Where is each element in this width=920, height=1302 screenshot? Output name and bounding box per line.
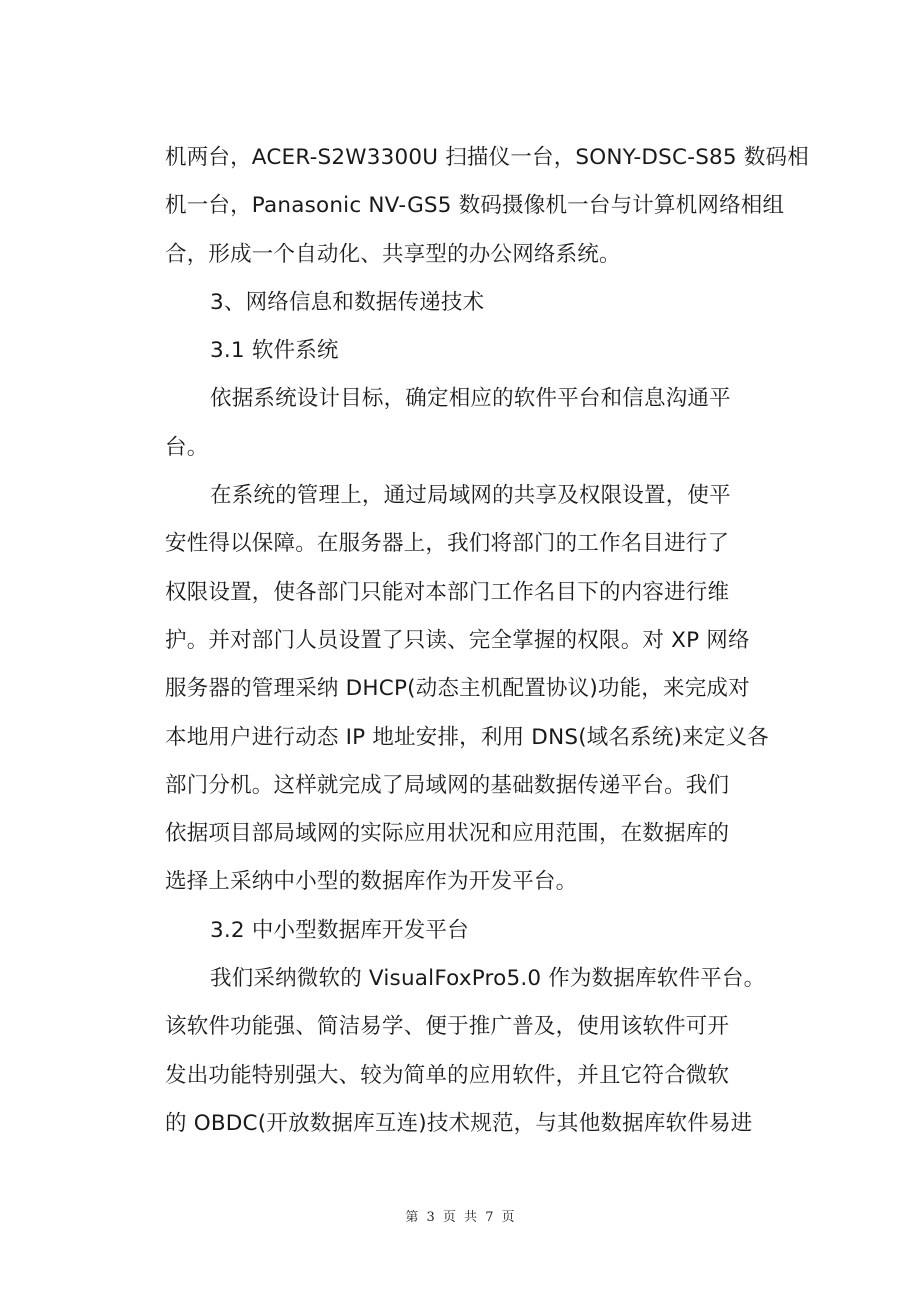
paragraph-line: 依据系统设计目标，确定相应的软件平台和信息沟通平 — [210, 386, 731, 412]
paragraph-line: 部门分机。这样就完成了局域网的基础数据传递平台。我们 — [165, 772, 730, 798]
paragraph-line: 服务器的管理采纳 DHCP(动态主机配置协议)功能，来完成对 — [165, 676, 750, 702]
paragraph-line: 机两台，ACER-S2W3300U 扫描仪一台，SONY-DSC-S85 数码相 — [165, 145, 809, 170]
paragraph-line: 护。并对部门人员设置了只读、完全掌握的权限。对 XP 网络 — [165, 627, 750, 653]
paragraph-line: 依据项目部局域网的实际应用状况和应用范围，在数据库的 — [165, 821, 730, 847]
section-heading: 3、网络信息和数据传递技术 — [210, 289, 485, 315]
paragraph-line: 安性得以保障。在服务器上，我们将部门的工作名目进行了 — [165, 531, 730, 557]
paragraph-line: 合，形成一个自动化、共享型的办公网络系统。 — [165, 241, 621, 267]
paragraph-line: 选择上采纳中小型的数据库作为开发平台。 — [165, 869, 578, 895]
paragraph-line: 台。 — [165, 434, 209, 460]
paragraph-line: 本地用户进行动态 IP 地址安排，利用 DNS(域名系统)来定义各 — [165, 724, 769, 750]
document-body — [165, 134, 809, 1148]
paragraph-line: 机一台，Panasonic NV-GS5 数码摄像机一台与计算机网络相组 — [165, 193, 785, 219]
paragraph-line: 在系统的管理上，通过局域网的共享及权限设置，使平 — [210, 483, 731, 509]
paragraph-line: 我们采纳微软的 VisualFoxPro5.0 作为数据库软件平台。 — [210, 966, 766, 992]
paragraph-line: 该软件功能强、简洁易学、便于推广普及，使用该软件可开 — [165, 1014, 730, 1040]
subsection-heading: 3.2 中小型数据库开发平台 — [210, 917, 469, 943]
paragraph-line: 权限设置，使各部门只能对本部门工作名目下的内容进行维 — [165, 579, 730, 605]
subsection-heading: 3.1 软件系统 — [210, 338, 339, 364]
page-number-footer: 第 3 页 共 7 页 — [405, 1210, 515, 1225]
paragraph-line: 发出功能特别强大、较为简单的应用软件，并且它符合微软 — [165, 1062, 730, 1088]
paragraph-line: 的 OBDC(开放数据库互连)技术规范，与其他数据库软件易进 — [165, 1110, 753, 1136]
